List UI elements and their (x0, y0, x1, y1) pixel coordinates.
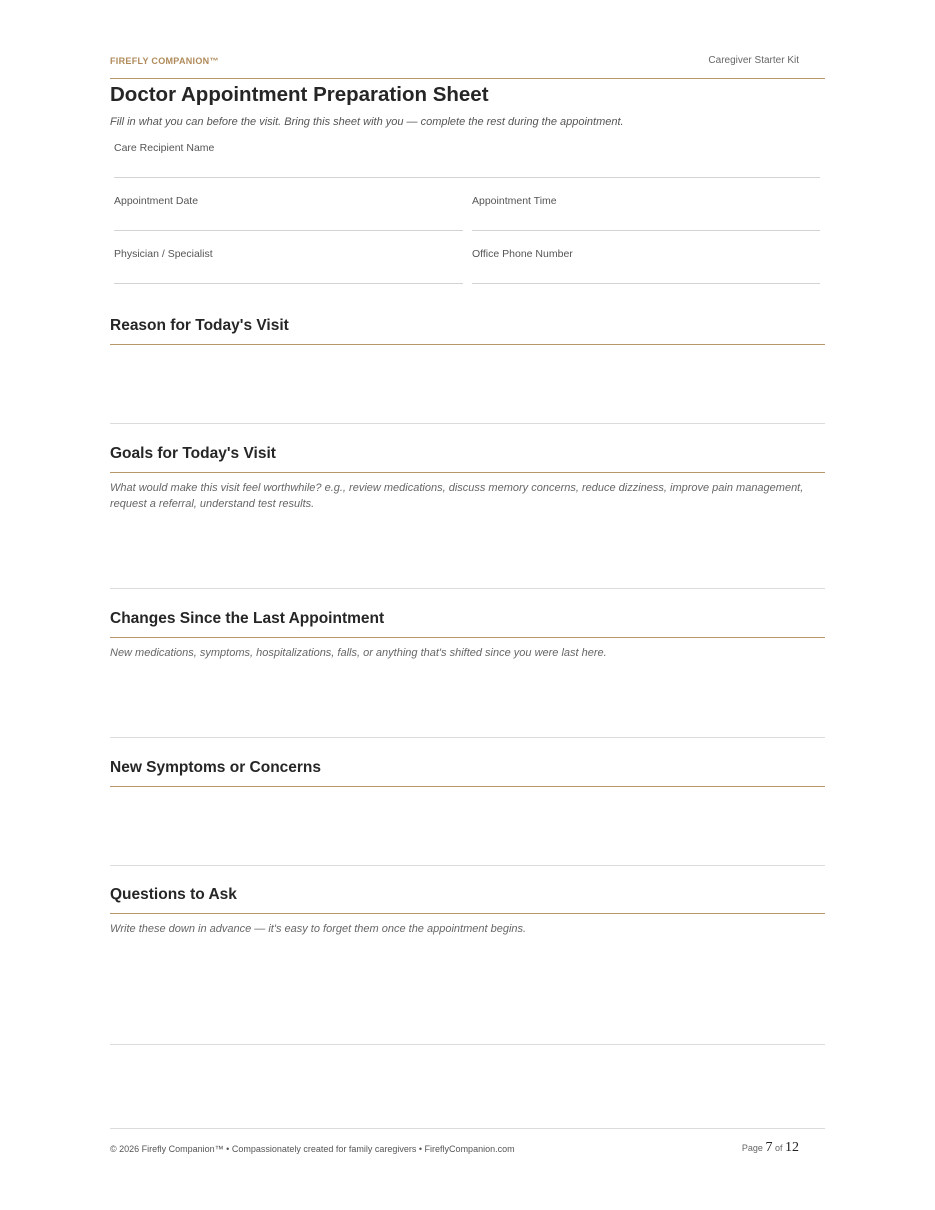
goals-title: Goals for Today's Visit (110, 445, 276, 462)
page-header (110, 53, 825, 79)
page-footer (110, 1128, 825, 1159)
reason-write-area-line[interactable] (110, 423, 825, 424)
kit-name: Caregiver Starter Kit (708, 55, 799, 66)
brand-name: FIREFLY COMPANION™ (110, 56, 219, 66)
page-total: 12 (785, 1140, 799, 1155)
physician-field[interactable] (114, 247, 463, 284)
questions-title: Questions to Ask (110, 886, 237, 903)
page-word: Page (741, 1143, 763, 1153)
office-phone-field[interactable] (472, 247, 820, 284)
care-recipient-label: Care Recipient Name (114, 142, 215, 154)
section-rule (110, 786, 825, 787)
document-page (110, 0, 825, 1210)
section-rule (110, 913, 825, 914)
office-phone-label: Office Phone Number (472, 248, 573, 260)
page-title: Doctor Appointment Preparation Sheet (110, 83, 489, 106)
page-number (742, 1140, 799, 1156)
care-recipient-field[interactable] (114, 141, 820, 178)
goals-write-area-line[interactable] (110, 588, 825, 589)
section-rule (110, 344, 825, 345)
page-current: 7 (765, 1140, 773, 1155)
section-rule (110, 472, 825, 473)
appointment-time-field[interactable] (472, 194, 820, 231)
appointment-time-label: Appointment Time (472, 195, 557, 207)
questions-hint: Write these down in advance — it's easy to forget them once the appointment begins. (110, 923, 527, 935)
changes-title: Changes Since the Last Appointment (110, 610, 385, 627)
reason-title: Reason for Today's Visit (110, 317, 289, 334)
section-rule (110, 637, 825, 638)
page-of: of (774, 1143, 783, 1153)
questions-write-area-line[interactable] (110, 1044, 825, 1045)
symptoms-title: New Symptoms or Concerns (110, 759, 322, 776)
changes-write-area-line[interactable] (110, 737, 825, 738)
appointment-date-field[interactable] (114, 194, 463, 231)
symptoms-write-area-line[interactable] (110, 865, 825, 866)
goals-hint: What would make this visit feel worthwhile? e.g., review medications, discuss memory concerns, reduce dizziness, improve pain management, request a referral, understand test results. (110, 482, 804, 510)
physician-label: Physician / Specialist (114, 248, 213, 260)
footer-copyright: © 2026 Firefly Companion™ • Compassionately created for family caregivers • FireflyCompanion.com (110, 1144, 515, 1154)
appointment-date-label: Appointment Date (114, 195, 199, 207)
page-subtitle: Fill in what you can before the visit. Bring this sheet with you — complete the rest during the appointment. (110, 116, 624, 128)
changes-hint: New medications, symptoms, hospitalizations, falls, or anything that's shifted since you were last here. (110, 647, 607, 659)
